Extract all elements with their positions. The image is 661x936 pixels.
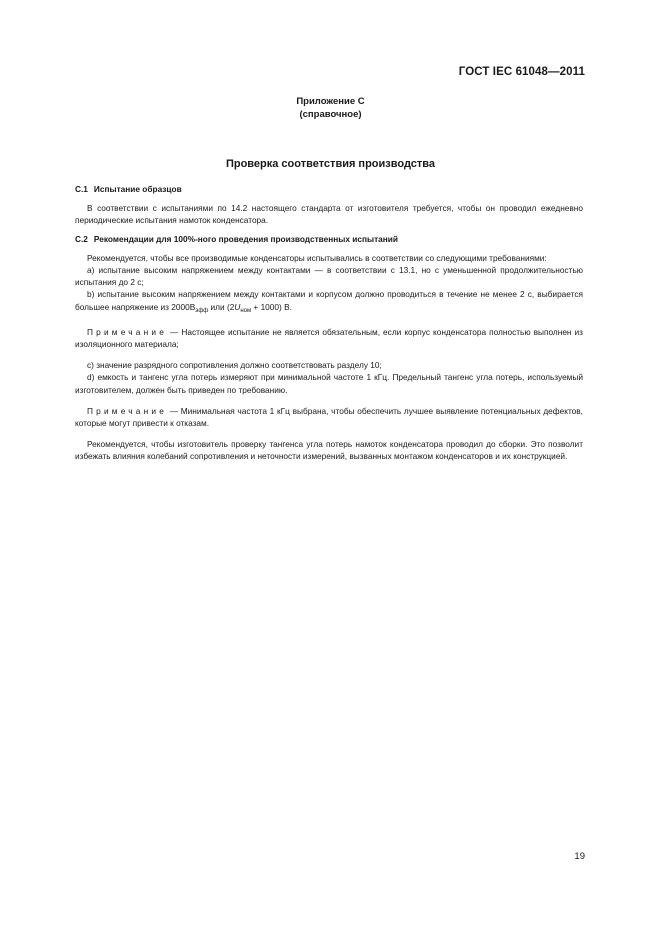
item-d: d) емкость и тангенс угла потерь измеряют при минимальной частоте 1 кГц. Предельный тангенс угла потерь, используемый изготовителем, должен быть приведен по требованию. [75,372,583,395]
item-b-u-symbol: U [234,301,241,312]
note-2-label: Примечание [87,405,168,416]
section-c1-heading [75,183,583,195]
appendix-heading [0,95,661,121]
item-b-text: b) испытание высоким напряжением между контактами и корпусом должно проводиться в течение не менее 2 с, выбирается большее напряжение из 2000В [75,289,583,312]
section-c1-text: В соответствии с испытаниями по 14.2 настоящего стандарта от изготовителя требуется, чтобы он проводил ежедневно периодические испытания намоток конденсатора. [75,203,583,226]
appendix-title: Приложение С [296,96,365,107]
note-1-text: — Настоящее испытание не является обязательным, если корпус конденсатора полностью выполнен из изоляционного материала; [75,326,583,350]
final-paragraph: Рекомендуется, чтобы изготовитель проверку тангенса угла потерь намоток конденсатора проводил до сборки. Это позволит избежать влияния колебаний сопротивления и неточности измерений, вызванных монтажом конденсаторов и их конструкцией. [75,439,583,462]
item-b-subscript-nom: ном [240,307,252,314]
note-2 [75,405,583,429]
note-1-label: Примечание [87,326,168,337]
section-c2-heading [75,233,583,245]
section-c2-number: С.2 [75,233,88,244]
item-a: а) испытание высоким напряжением между контактами — в соответствии с 13.1, но с уменьшенной продолжительностью испытания до 2 с; [75,265,583,288]
note-2-text: — Минимальная частота 1 кГц выбрана, чтобы обеспечить лучшее выявление потенциальных дефектов, которые могут привести к отказам. [75,405,583,429]
item-b [75,288,583,316]
appendix-kind: (справочное) [299,109,362,120]
section-c2-intro: Рекомендуется, чтобы все производимые конденсаторы испытывались в соответствии со следующими требованиями: [87,252,547,263]
item-b-mid: или (2 [208,301,235,312]
section-c2-title: Рекомендации для 100%-ного проведения производственных испытаний [93,233,398,244]
item-c: с) значение разрядного сопротивления должно соответствовать разделу 10; [87,360,382,371]
item-b-end: + 1000) В. [251,301,292,312]
item-b-subscript-eff: эфф [195,307,209,314]
document-body [75,183,583,463]
section-c1-number: С.1 [75,184,88,194]
note-1 [75,326,583,350]
standard-designation: ГОСТ IEC 61048—2011 [458,66,585,78]
page-number: 19 [574,851,585,862]
section-c1-title: Испытание образцов [93,184,182,194]
page-title: Проверка соответствия производства [225,158,436,170]
